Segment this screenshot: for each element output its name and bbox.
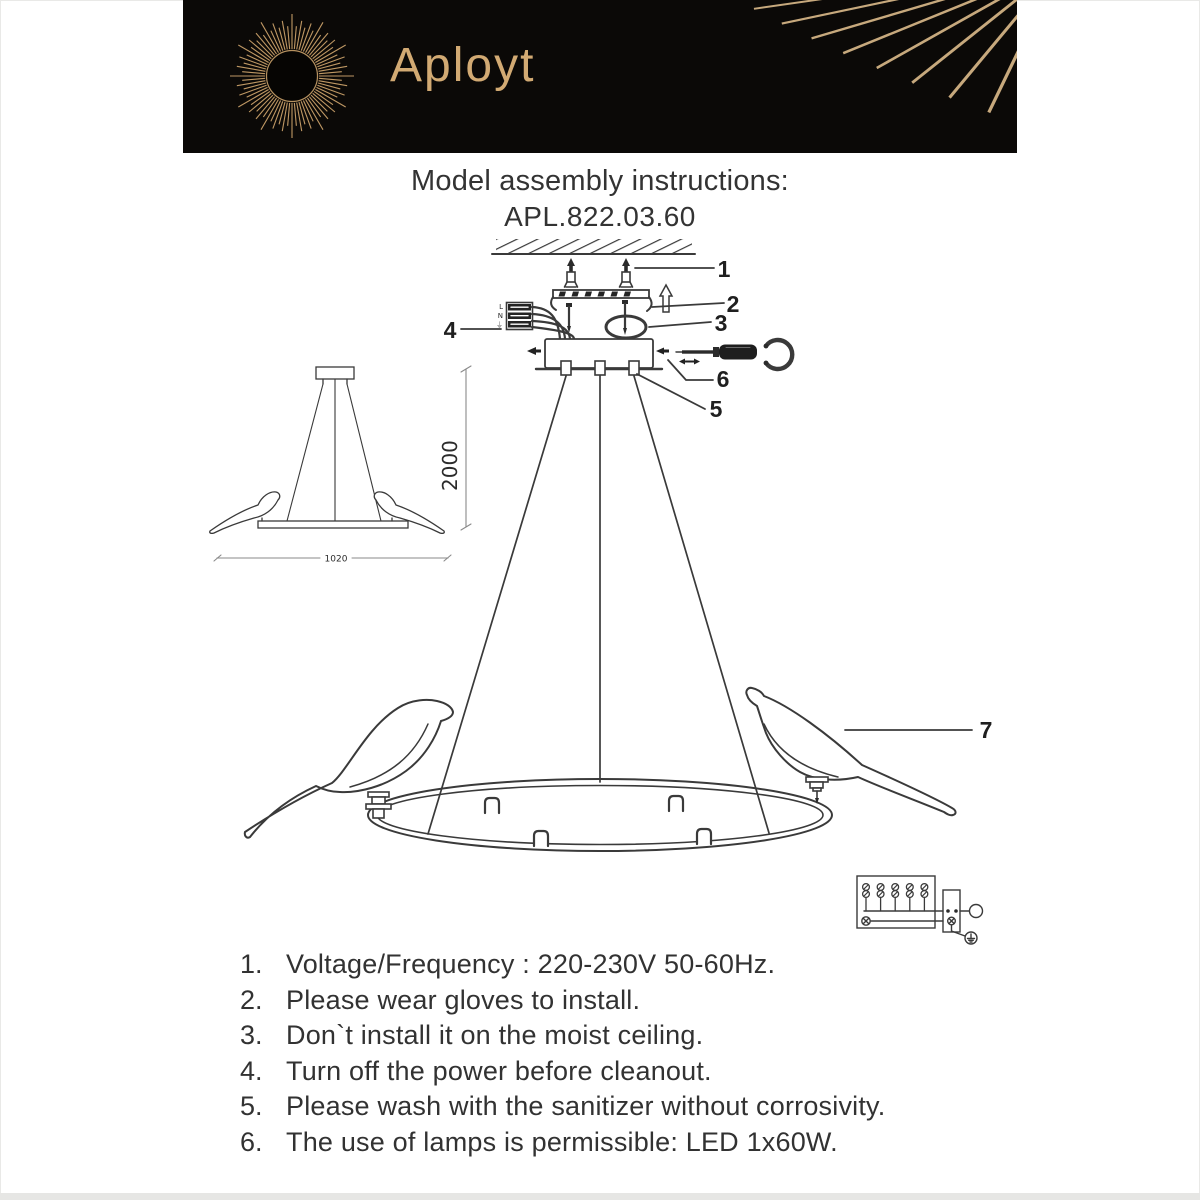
list-item-text: Don`t install it on the moist ceiling. [286, 1020, 704, 1051]
list-item [240, 985, 885, 1021]
part-label-7: 7 [979, 717, 993, 743]
ring-clips [485, 796, 711, 846]
wiring-diagram [857, 876, 983, 944]
up-arrow-icon [660, 285, 672, 312]
part-label-2: 2 [726, 291, 740, 317]
terminal-label-neutral: N [497, 312, 503, 320]
bird-figurine-right [746, 688, 955, 815]
anchor-screws [565, 258, 633, 287]
circlip-icon [764, 340, 793, 369]
width-dimension-label: 1020 [324, 554, 348, 565]
list-item-number: 1. [240, 949, 263, 979]
dimension-diagram [210, 366, 471, 565]
light-ring [368, 779, 832, 851]
brand-name: Aployt [390, 39, 536, 92]
bird-pedestal-left [366, 792, 391, 818]
height-dimension-label: 2000 [438, 440, 462, 491]
part-label-3: 3 [714, 310, 728, 336]
list-item [240, 1056, 885, 1092]
terminal-wires [532, 307, 574, 339]
terminal-block [496, 303, 574, 340]
dimension-lines [214, 366, 471, 561]
part-label-4: 4 [443, 317, 457, 343]
bottom-strip [0, 1193, 1200, 1200]
bird-figurine-left [245, 700, 453, 838]
list-item [240, 949, 885, 985]
list-item-text: Please wear gloves to install. [286, 984, 641, 1015]
canopy [527, 339, 700, 375]
part-label-5: 5 [709, 396, 723, 422]
list-item-number: 4. [240, 1055, 263, 1086]
side-screw-icon [656, 348, 669, 355]
part-label-1: 1 [717, 256, 731, 282]
double-arrow-icon [679, 359, 700, 365]
list-item-text: Voltage/Frequency : 220-230V 50-60Hz. [286, 949, 776, 979]
part-label-6: 6 [716, 366, 730, 392]
ceiling-hatch [492, 239, 695, 254]
list-item [240, 1127, 885, 1163]
list-item-text: The use of lamps is permissible: LED 1x60W. [286, 1126, 838, 1157]
list-item-number: 5. [240, 1091, 263, 1122]
model-number: APL.822.03.60 [504, 201, 696, 232]
instruction-list [240, 949, 885, 1163]
side-arrow-left-icon [527, 347, 541, 355]
list-item-number: 6. [240, 1126, 263, 1157]
terminal-label-earth: ⏚ [496, 321, 503, 329]
leader-lines [461, 268, 972, 730]
screwdriver-icon [676, 345, 757, 360]
list-item-number: 3. [240, 1020, 263, 1051]
list-item-text: Please wash with the sanitizer without corrosivity. [286, 1091, 886, 1122]
suspension-cables [428, 376, 769, 834]
list-item-number: 2. [240, 984, 263, 1015]
list-item-text: Turn off the power before cleanout. [286, 1055, 712, 1086]
list-item [240, 1091, 885, 1127]
terminal-label-live: L [499, 303, 503, 311]
list-item [240, 1020, 885, 1056]
page-title: Model assembly instructions: [411, 165, 789, 197]
